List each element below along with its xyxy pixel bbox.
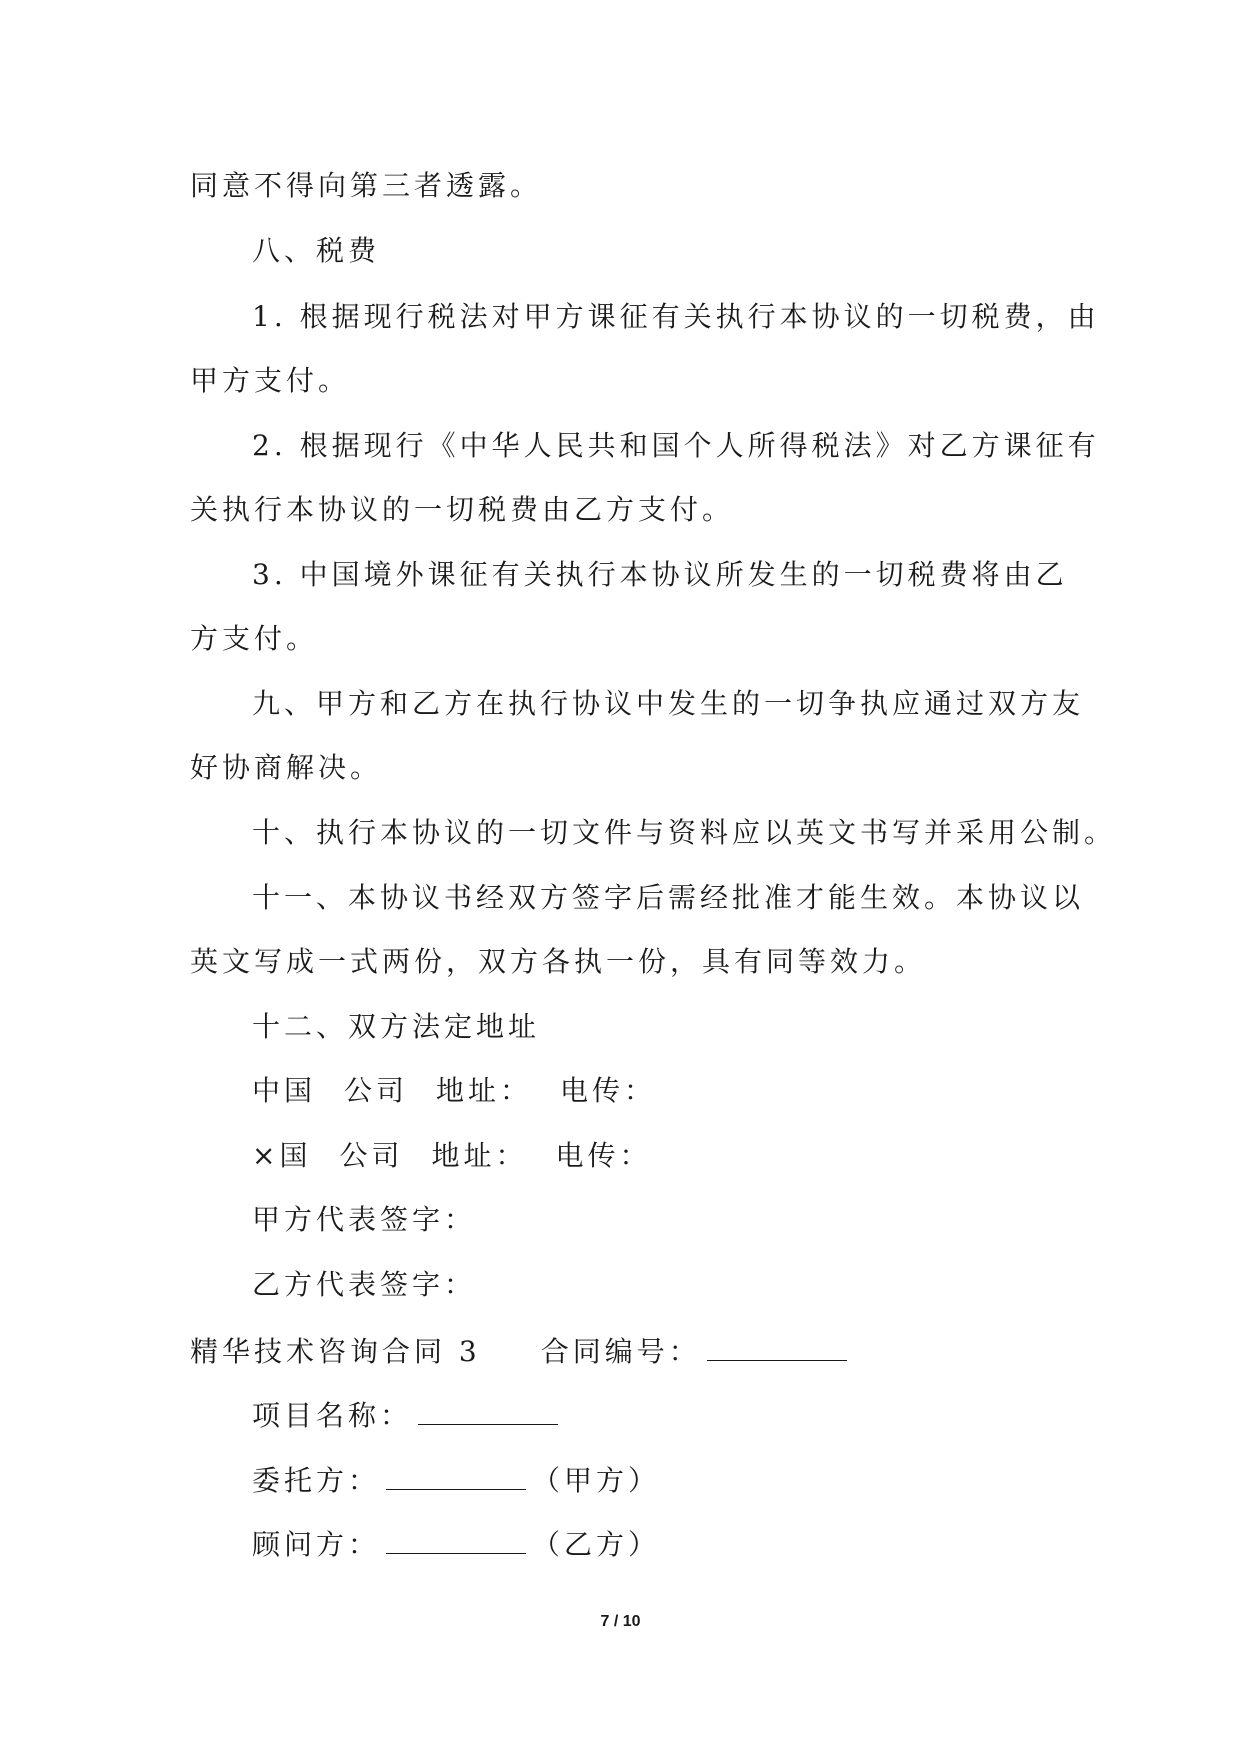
signature-party-a: 甲方代表签字： — [252, 1203, 477, 1236]
client-label: 委托方： — [252, 1464, 381, 1497]
consultant-label: 顾问方： — [252, 1528, 381, 1561]
country-label: ×国 — [252, 1139, 312, 1172]
fax-label: 电传： — [560, 1074, 657, 1107]
address-line-china — [252, 1071, 1122, 1111]
page-number: 7 / 10 — [600, 1613, 641, 1630]
consultant-line — [252, 1523, 1122, 1565]
paragraph-line: 甲方支付。 — [190, 364, 351, 397]
contract-number-blank — [707, 1330, 847, 1361]
contract-number-label: 合同编号： — [540, 1335, 701, 1368]
address-line-foreign — [252, 1136, 1122, 1176]
paragraph-line: 2. 根据现行《中华人民共和国个人所得税法》对乙方课征有 — [252, 429, 1100, 462]
consultant-role: （乙方） — [532, 1528, 661, 1561]
paragraph-line: 同意不得向第三者透露。 — [190, 169, 543, 202]
project-name-line — [252, 1394, 1122, 1436]
paragraph-line: 3. 中国境外课征有关执行本协议所发生的一切税费将由乙 — [252, 558, 1068, 591]
company-label: 公司 — [344, 1074, 409, 1107]
client-role: （甲方） — [532, 1464, 661, 1497]
paragraph-line: 九、甲方和乙方在执行协议中发生的一切争执应通过双方友 — [252, 687, 1085, 720]
signature-party-b: 乙方代表签字： — [252, 1268, 477, 1301]
project-name-label: 项目名称： — [252, 1399, 413, 1432]
paragraph-line: 十、执行本协议的一切文件与资料应以英文书写并采用公制。 — [252, 816, 1117, 849]
company-label: 公司 — [339, 1139, 404, 1172]
contract3-header — [190, 1330, 1060, 1372]
client-line — [252, 1459, 1122, 1501]
paragraph-line: 关执行本协议的一切税费由乙方支付。 — [190, 493, 735, 526]
paragraph-line: 方支付。 — [190, 622, 319, 655]
paragraph-line: 十一、本协议书经双方签字后需经批准才能生效。本协议以 — [252, 881, 1085, 914]
fax-label: 电传： — [555, 1139, 652, 1172]
paragraph-line: 1. 根据现行税法对甲方课征有关执行本协议的一切税费，由 — [252, 300, 1100, 333]
address-label: 地址： — [431, 1139, 528, 1172]
country-label: 中国 — [252, 1074, 317, 1107]
project-name-blank — [418, 1394, 558, 1425]
client-blank — [386, 1459, 526, 1490]
address-label: 地址： — [436, 1074, 533, 1107]
paragraph-line: 英文写成一式两份，双方各执一份，具有同等效力。 — [190, 945, 927, 978]
paragraph-line: 好协商解决。 — [190, 751, 383, 784]
contract-title: 精华技术咨询合同 3 — [190, 1335, 481, 1368]
consultant-blank — [386, 1523, 526, 1554]
section-heading-taxes: 八、税费 — [252, 234, 381, 267]
section-heading-addresses: 十二、双方法定地址 — [252, 1010, 541, 1043]
